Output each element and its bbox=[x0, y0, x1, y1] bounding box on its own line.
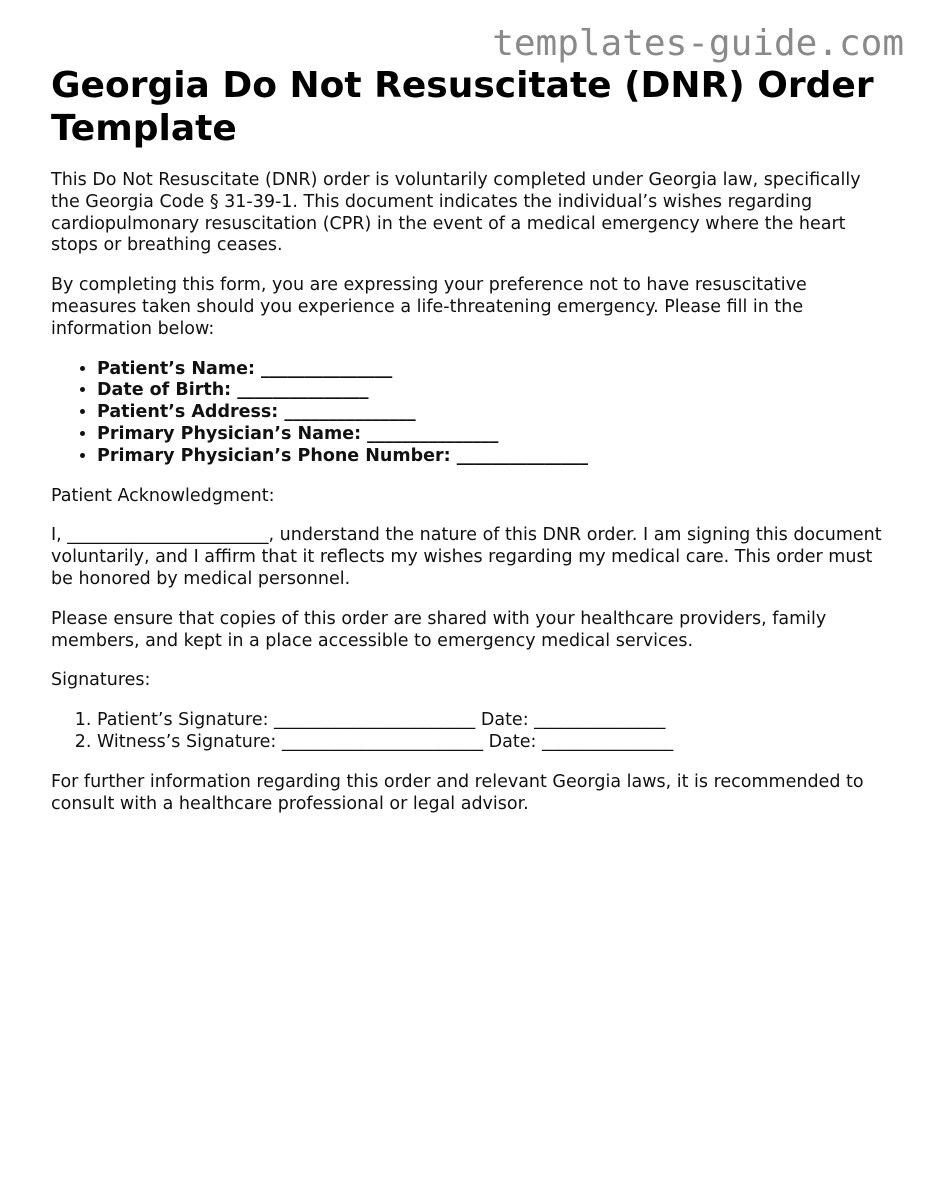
intro-paragraph: This Do Not Resuscitate (DNR) order is voluntarily completed under Georgia law, specifically the Georgia Code § 31-39-1. This document indicates the individual’s wishes regarding cardiopulmonary resuscitation (CPR) in the event of a medical emergency where the heart stops or breathing ceases. bbox=[51, 170, 861, 256]
patient-info-list bbox=[51, 359, 891, 468]
document-body bbox=[51, 64, 891, 833]
field-patient-address: • Patient’s Address: _______________ bbox=[97, 402, 891, 424]
patient-signature-line: 1. Patient’s Signature: _______________________ Date: _______________ bbox=[97, 710, 891, 732]
copies-paragraph: Please ensure that copies of this order are shared with your healthcare providers, family members, and kept in a place accessible to emergency medical services. bbox=[51, 608, 827, 651]
witness-signature-line: 2. Witness’s Signature: _______________________ Date: _______________ bbox=[97, 732, 891, 754]
watermark: templates-guide.com bbox=[492, 23, 904, 64]
field-patient-name: • Patient’s Name: _______________ bbox=[97, 359, 891, 381]
acknowledgment-paragraph: I, _______________________, understand the nature of this DNR order. I am signing this document voluntarily, and I affirm that it reflects my wishes regarding my medical care. This order must be honored by medical personnel. bbox=[51, 525, 882, 589]
closing-paragraph: For further information regarding this order and relevant Georgia laws, it is recommended to consult with a healthcare professional or legal advisor. bbox=[51, 771, 864, 814]
signatures-list bbox=[51, 710, 891, 754]
preference-paragraph: By completing this form, you are expressing your preference not to have resuscitative measures taken should you experience a life-threatening emergency. Please fill in the information below: bbox=[51, 275, 807, 339]
field-date-of-birth: • Date of Birth: _______________ bbox=[97, 380, 891, 402]
field-physician-name: • Primary Physician’s Name: _______________ bbox=[97, 424, 891, 446]
document-title: Georgia Do Not Resuscitate (DNR) Order Template bbox=[51, 65, 874, 149]
acknowledgment-heading: Patient Acknowledgment: bbox=[51, 485, 275, 506]
field-physician-phone: • Primary Physician’s Phone Number: _______________ bbox=[97, 446, 891, 468]
signatures-heading: Signatures: bbox=[51, 670, 151, 691]
